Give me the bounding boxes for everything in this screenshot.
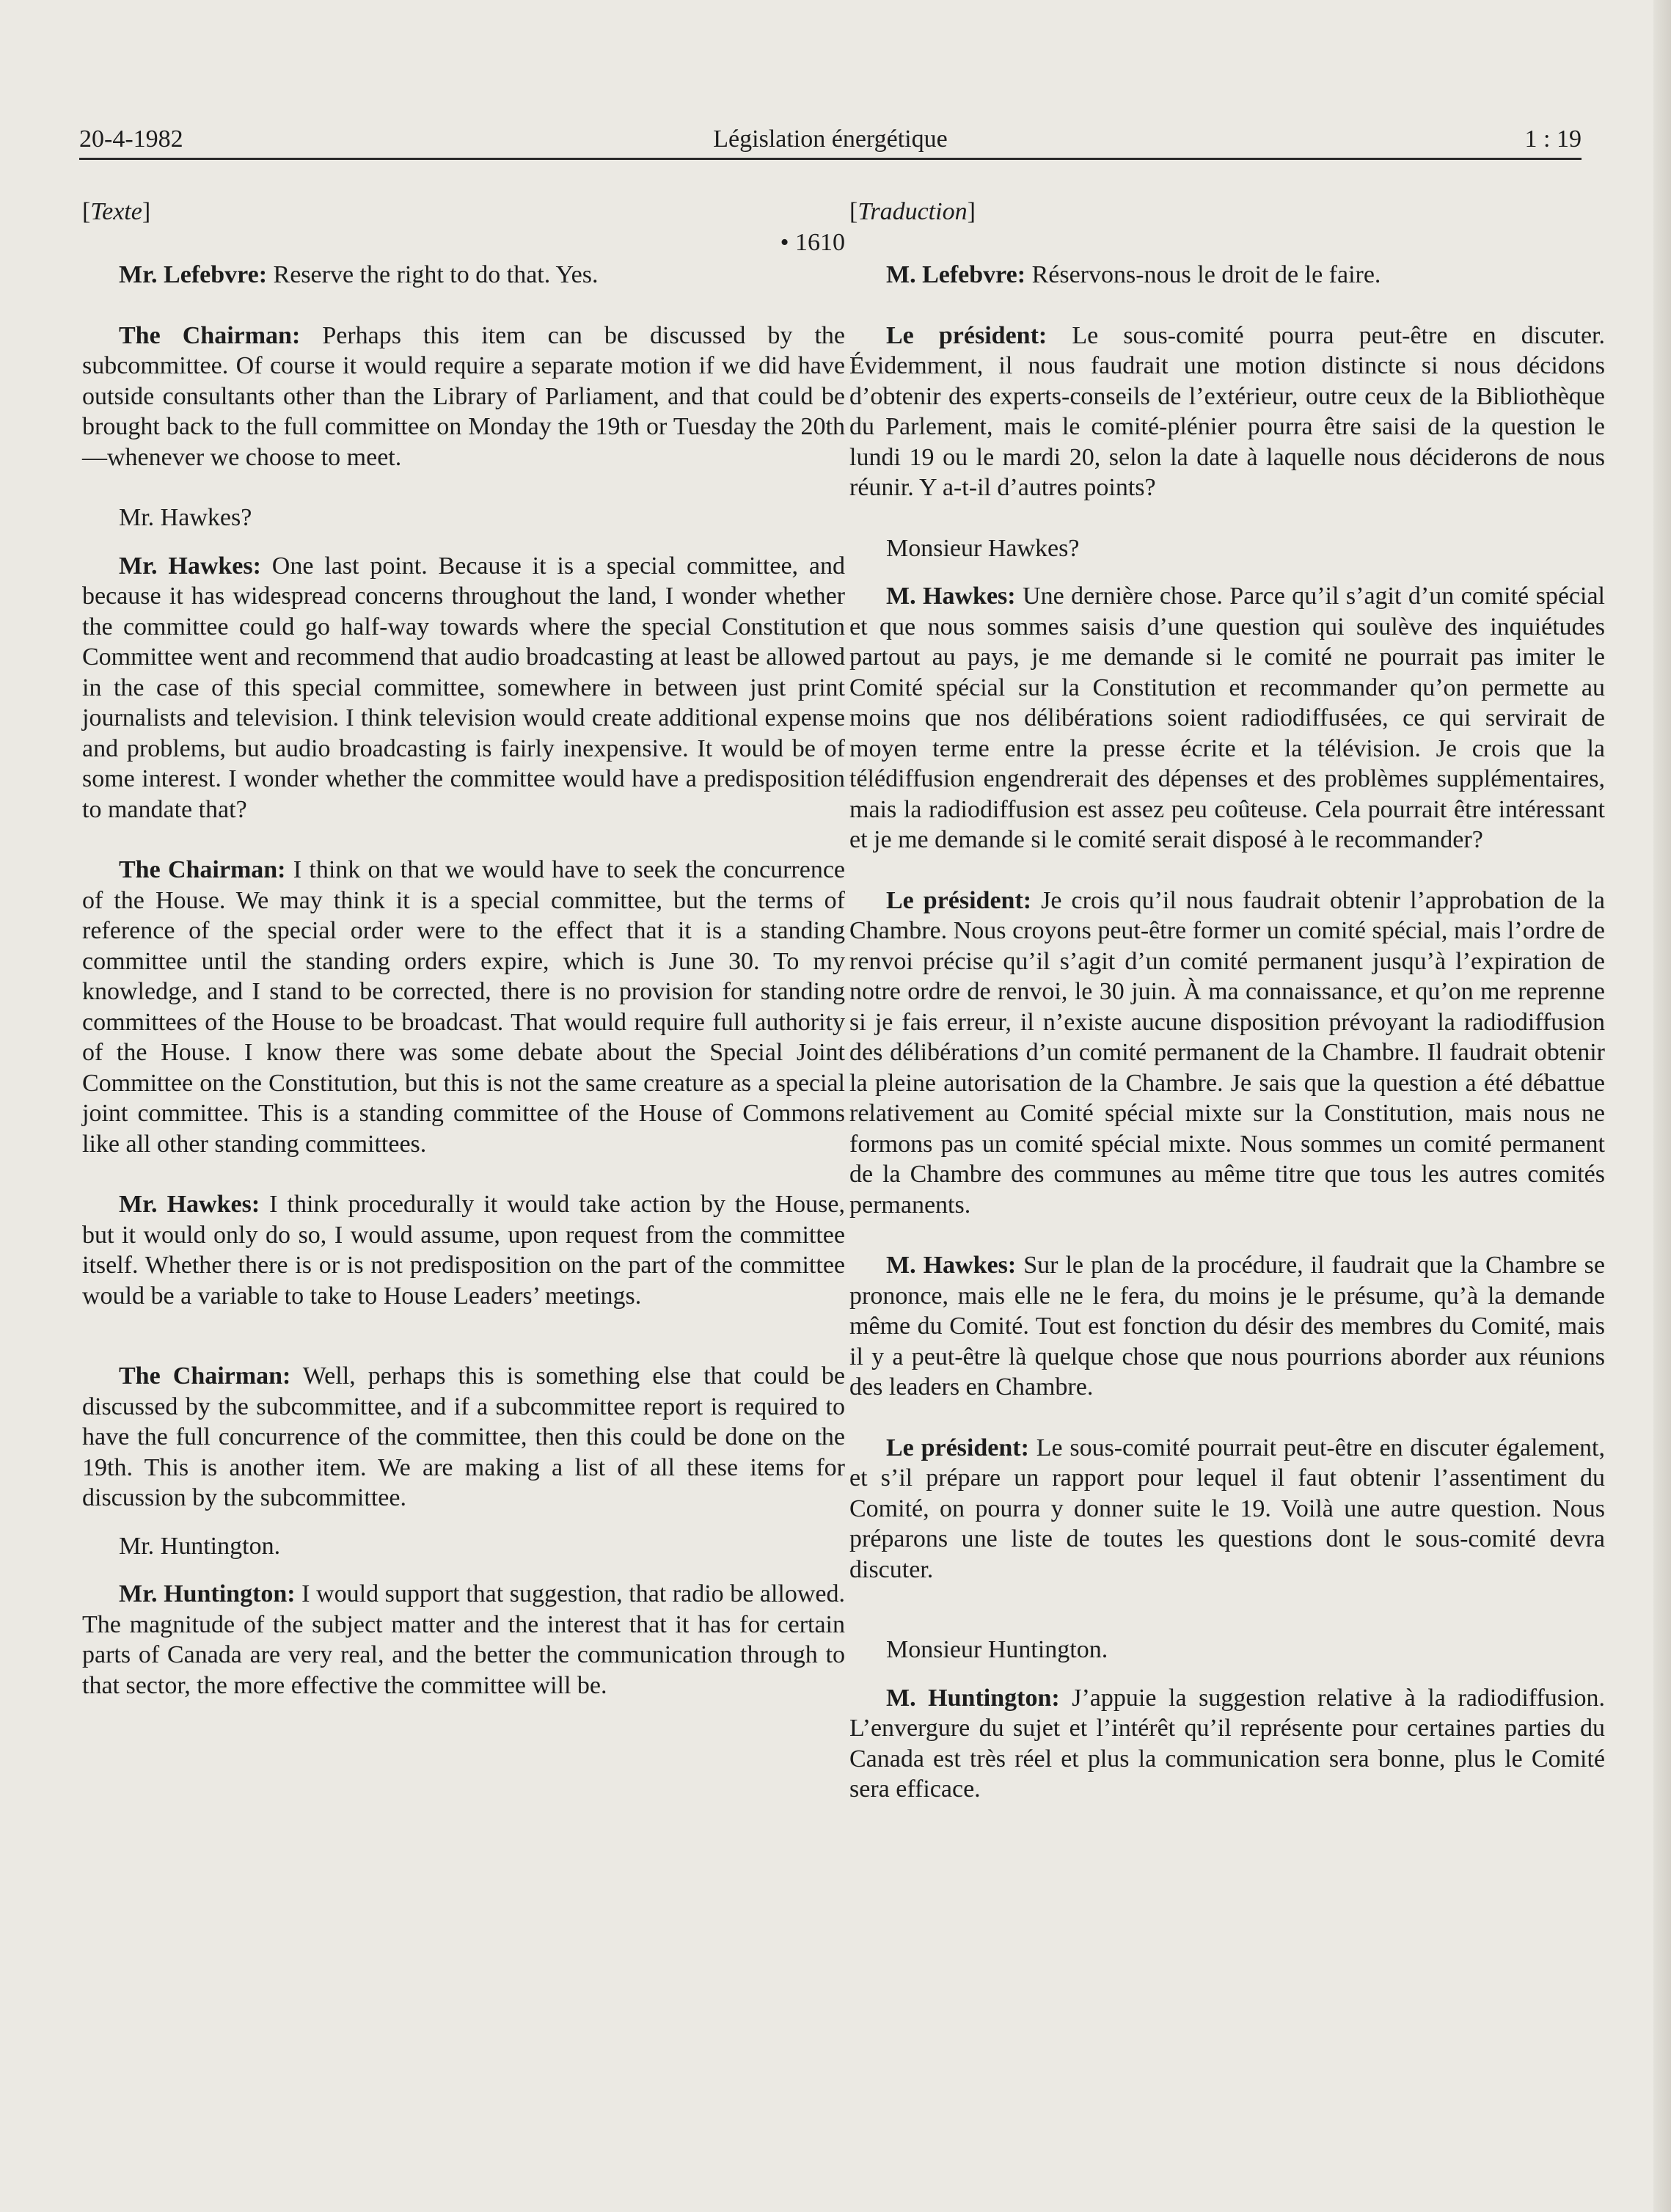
column-tag-traduction: [Traduction] [849,198,976,225]
timestamp: • 1610 [780,229,845,256]
speaker-name: M. Huntington: [886,1684,1060,1712]
speaker-name: Mr. Hawkes: [119,1191,260,1218]
paragraph [82,1361,845,1514]
speech-text: Mr. Huntington. [119,1532,281,1560]
paragraph [82,1579,845,1701]
speech-text: Monsieur Hawkes? [886,534,1080,562]
running-header [79,114,1582,160]
column-english [82,197,845,1701]
speech-text: Sur le plan de la procédure, il faudrait que la Chambre se prononce, mais elle ne le fera, du moins je le présume, qu’à la demande même du Comité. Tout est fonction du désir des membres du Comité, mais il y a peut-être là quelque chose que nous pourrions aborder aux réunions des leaders en Chambre. [849,1252,1605,1401]
speech-text: Réservons-nous le droit de le faire. [1025,261,1381,288]
paragraph [82,503,845,533]
speaker-name: M. Lefebvre: [886,261,1026,288]
page-edge [1653,0,1671,2212]
paragraph [849,1250,1605,1403]
column-french [849,197,1605,1805]
paragraph [82,855,845,1159]
speech-text: Le sous-comité pourra peut-être en discuter. Évidemment, il nous faudrait une motion distincte si nous décidons d’obtenir des experts-conseils de l’extérieur, outre ceux de la Bibliothèque du Parlement, mais le comité-plénier pourra être saisi de la question le lundi 19 ou le mardi 20, selon la date à laquelle nous déciderons de nous réunir. Y a-t-il d’autres points? [849,321,1605,501]
speaker-name: M. Hawkes: [886,583,1016,610]
speaker-name: Mr. Lefebvre: [119,261,268,288]
speech-text: I would support that suggestion, that radio be allowed. The magnitude of the subject matter and the interest that it has for certain parts of Canada are very real, and the better the communication through to that sector, the more effective the committee will be. [82,1580,845,1699]
speech-text: Monsieur Huntington. [886,1636,1108,1663]
speech-text: I think procedurally it would take action by the House, but it would only do so, I would assume, upon request from the committee itself. Whether there is or is not predisposition on the part of the committee would be a variable to take to House Leaders’ meetings. [82,1191,845,1310]
paragraph [849,260,1605,291]
paragraph [82,321,845,473]
paragraph [82,260,845,291]
header-title: Législation énergétique [713,125,948,153]
speaker-name: M. Hawkes: [886,1252,1017,1279]
paragraph [849,1635,1605,1665]
paragraph [82,551,845,825]
header-page-number: 1 : 19 [1524,125,1582,153]
paragraph [849,1683,1605,1805]
speaker-name: The Chairman: [119,856,286,883]
speech-text: J’appuie la suggestion relative à la radiodiffusion. L’envergure du sujet et l’intérêt qu’il représente pour certaines parties du Canada est très réel et plus la communication sera bonne, plus le Comité sera efficace. [849,1684,1605,1803]
paragraph [82,1189,845,1311]
speech-text: Perhaps this item can be discussed by the subcommittee. Of course it would require a separate motion if we did have outside consultants other than the Library of Parliament, and that could be brought back to the full committee on Monday the 19th or Tuesday the 20th—whenever we choose to meet. [82,321,845,471]
paragraph [849,1433,1605,1585]
paragraph [849,533,1605,564]
paragraph [82,1531,845,1562]
speech-text: One last point. Because it is a special committee, and because it has widespread concerns throughout the land, I wonder whether the committee could go half-way towards where the special Constitution Committee went and recommend that audio broadcasting at least be allowed in the case of this special committee, somewhere in between just print journalists and television. I think television would create additional expense and problems, but audio broadcasting is fairly inexpensive. It would be of some interest. I wonder whether the committee would have a predisposition to mandate that? [82,552,845,823]
speech-text: I think on that we would have to seek the concurrence of the House. We may think it is a special committee, but the terms of reference of the special order were to the effect that it is a standing committee until the standing orders expire, which is June 30. To my knowledge, and I stand to be corrected, there is no provision for standing committees of the House to be broadcast. That would require full authority of the House. I know there was some debate about the Special Joint Committee on the Constitution, but this is not the same creature as a special joint committee. This is a standing committee of the House of Commons like all other standing committees. [82,856,845,1158]
speech-text: Le sous-comité pourrait peut-être en discuter également, et s’il prépare un rapport pour lequel il faut obtenir l’assentiment du Comité, on pourra y donner suite le 19. Voilà une autre question. Nous préparons une liste de toutes les questions dont le sous-comité devra discuter. [849,1434,1605,1583]
paragraph [849,581,1605,855]
speech-text: Mr. Hawkes? [119,504,252,531]
paragraph [849,321,1605,503]
column-tag-texte: [Texte] [82,198,151,225]
speech-text: Reserve the right to do that. Yes. [267,261,599,288]
speaker-name: Mr. Huntington: [119,1580,296,1607]
header-date: 20-4-1982 [79,125,183,153]
speaker-name: The Chairman: [119,1362,291,1390]
paragraph [849,886,1605,1221]
speaker-name: The Chairman: [119,321,301,349]
speech-text: Une dernière chose. Parce qu’il s’agit d’un comité spécial et que nous sommes saisis d’une question qui soulève des inquiétudes partout au pays, je me demande si le comité ne pourrait pas imiter le Comité spécial sur la Constitution et recommander qu’on permette au moins que nos délibérations soient radiodiffusées, ce qui servirait de moyen terme entre la presse écrite et la télévision. Je crois que la télédiffusion engendrerait des dépenses et des problèmes supplémentaires, mais la radiodiffusion est assez peu coûteuse. Cela pourrait être intéressant et je me demande si le comité serait disposé à le recommander? [849,583,1605,853]
speech-text: Je crois qu’il nous faudrait obtenir l’approbation de la Chambre. Nous croyons peut-être former un comité spécial, mais l’ordre de renvoi précise qu’il s’agit d’un comité permanent jusqu’à l’expiration de notre ordre de renvoi, le 30 juin. À ma connaissance, et qu’on me reprenne si je fais erreur, il n’existe aucune disposition prévoyant la radiodiffusion des délibérations d’un comité permanent de la Chambre. Il faudrait obtenir la pleine autorisation de la Chambre. Je sais que la question a été débattue relativement au Comité spécial mixte sur la Constitution, mais nous ne formons pas un comité spécial mixte. Nous sommes un comité permanent de la Chambre des communes au même titre que tous les autres comités permanents. [849,886,1605,1219]
speaker-name: Le président: [886,321,1047,349]
speaker-name: Le président: [886,886,1032,914]
speaker-name: Le président: [886,1434,1029,1461]
speaker-name: Mr. Hawkes: [119,552,261,580]
speech-text: Well, perhaps this is something else that could be discussed by the subcommittee, and if a subcommittee report is required to have the full concurrence of the committee, then this could be done on the 19th. This is another item. We are making a list of all these items for discussion by the subcommittee. [82,1362,846,1511]
